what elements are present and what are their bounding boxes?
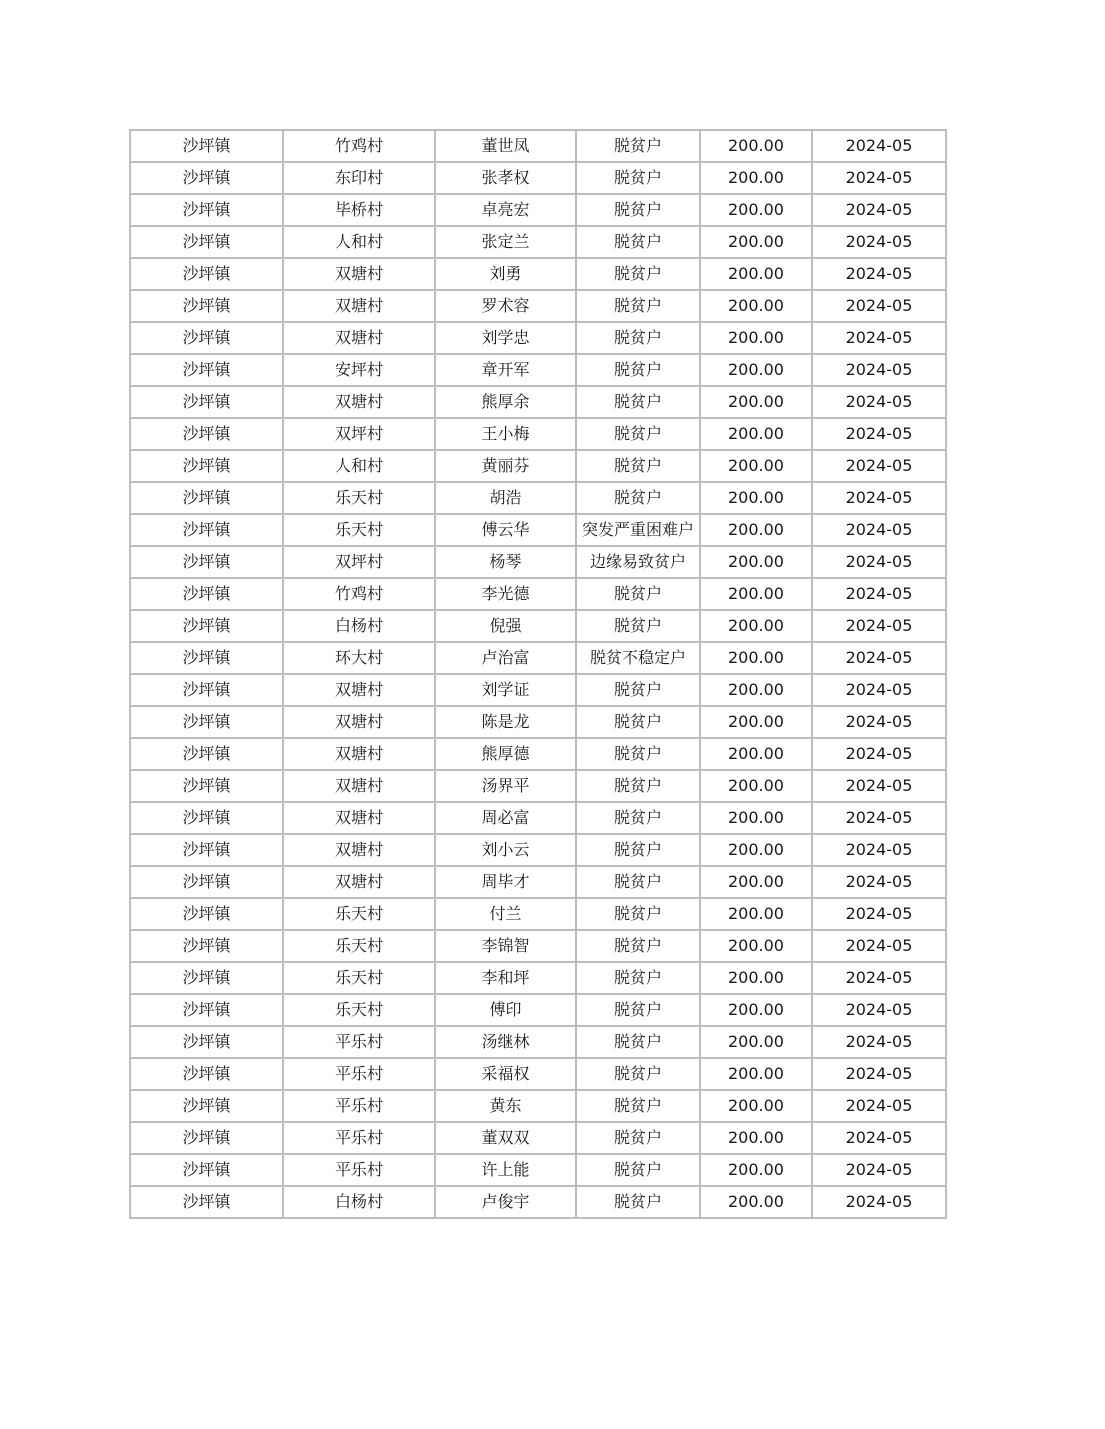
table-row (130, 578, 946, 610)
name-cell: 汤界平 (435, 770, 576, 802)
household-type-cell: 脱贫户 (576, 418, 700, 450)
name-cell: 胡浩 (435, 482, 576, 514)
table-body (130, 130, 946, 1218)
month-cell: 2024-05 (812, 610, 946, 642)
amount-cell: 200.00 (700, 738, 812, 770)
month-cell: 2024-05 (812, 482, 946, 514)
amount-cell: 200.00 (700, 674, 812, 706)
name-cell: 卓亮宏 (435, 194, 576, 226)
town-cell: 沙坪镇 (130, 674, 283, 706)
village-cell: 双塘村 (283, 386, 435, 418)
amount-cell: 200.00 (700, 610, 812, 642)
table-row (130, 546, 946, 578)
amount-cell: 200.00 (700, 130, 812, 162)
table-row (130, 322, 946, 354)
household-type-cell: 脱贫户 (576, 258, 700, 290)
name-cell: 董双双 (435, 1122, 576, 1154)
month-cell: 2024-05 (812, 450, 946, 482)
household-type-cell: 突发严重困难户 (576, 514, 700, 546)
amount-cell: 200.00 (700, 514, 812, 546)
name-cell: 章开军 (435, 354, 576, 386)
month-cell: 2024-05 (812, 578, 946, 610)
name-cell: 李光德 (435, 578, 576, 610)
village-cell: 乐天村 (283, 482, 435, 514)
household-type-cell: 脱贫户 (576, 130, 700, 162)
table-row (130, 898, 946, 930)
table-row (130, 354, 946, 386)
name-cell: 熊厚余 (435, 386, 576, 418)
name-cell: 张孝权 (435, 162, 576, 194)
table-row (130, 1026, 946, 1058)
town-cell: 沙坪镇 (130, 418, 283, 450)
amount-cell: 200.00 (700, 706, 812, 738)
name-cell: 李锦智 (435, 930, 576, 962)
household-type-cell: 脱贫户 (576, 1026, 700, 1058)
month-cell: 2024-05 (812, 1090, 946, 1122)
amount-cell: 200.00 (700, 418, 812, 450)
name-cell: 杨琴 (435, 546, 576, 578)
household-type-cell: 脱贫户 (576, 322, 700, 354)
village-cell: 乐天村 (283, 994, 435, 1026)
table-row (130, 226, 946, 258)
name-cell: 王小梅 (435, 418, 576, 450)
village-cell: 白杨村 (283, 1186, 435, 1218)
household-type-cell: 脱贫户 (576, 994, 700, 1026)
household-type-cell: 脱贫户 (576, 866, 700, 898)
month-cell: 2024-05 (812, 674, 946, 706)
village-cell: 人和村 (283, 450, 435, 482)
town-cell: 沙坪镇 (130, 642, 283, 674)
village-cell: 环大村 (283, 642, 435, 674)
table-row (130, 482, 946, 514)
household-type-cell: 脱贫户 (576, 482, 700, 514)
town-cell: 沙坪镇 (130, 1026, 283, 1058)
town-cell: 沙坪镇 (130, 738, 283, 770)
town-cell: 沙坪镇 (130, 866, 283, 898)
household-type-cell: 脱贫户 (576, 770, 700, 802)
household-type-cell: 脱贫户 (576, 354, 700, 386)
month-cell: 2024-05 (812, 738, 946, 770)
name-cell: 李和坪 (435, 962, 576, 994)
household-type-cell: 边缘易致贫户 (576, 546, 700, 578)
month-cell: 2024-05 (812, 386, 946, 418)
name-cell: 陈是龙 (435, 706, 576, 738)
amount-cell: 200.00 (700, 482, 812, 514)
amount-cell: 200.00 (700, 642, 812, 674)
amount-cell: 200.00 (700, 1026, 812, 1058)
table-row (130, 1122, 946, 1154)
name-cell: 汤继林 (435, 1026, 576, 1058)
household-type-cell: 脱贫户 (576, 834, 700, 866)
household-type-cell: 脱贫户 (576, 162, 700, 194)
town-cell: 沙坪镇 (130, 386, 283, 418)
village-cell: 乐天村 (283, 514, 435, 546)
table-row (130, 290, 946, 322)
town-cell: 沙坪镇 (130, 930, 283, 962)
table-row (130, 674, 946, 706)
name-cell: 黄东 (435, 1090, 576, 1122)
month-cell: 2024-05 (812, 1154, 946, 1186)
month-cell: 2024-05 (812, 546, 946, 578)
town-cell: 沙坪镇 (130, 258, 283, 290)
month-cell: 2024-05 (812, 706, 946, 738)
amount-cell: 200.00 (700, 226, 812, 258)
town-cell: 沙坪镇 (130, 802, 283, 834)
village-cell: 平乐村 (283, 1090, 435, 1122)
village-cell: 双坪村 (283, 418, 435, 450)
name-cell: 刘勇 (435, 258, 576, 290)
table-row (130, 450, 946, 482)
amount-cell: 200.00 (700, 1186, 812, 1218)
amount-cell: 200.00 (700, 898, 812, 930)
month-cell: 2024-05 (812, 418, 946, 450)
household-type-cell: 脱贫户 (576, 1090, 700, 1122)
month-cell: 2024-05 (812, 1186, 946, 1218)
month-cell: 2024-05 (812, 514, 946, 546)
table-row (130, 130, 946, 162)
household-type-cell: 脱贫户 (576, 898, 700, 930)
month-cell: 2024-05 (812, 866, 946, 898)
amount-cell: 200.00 (700, 994, 812, 1026)
household-type-cell: 脱贫户 (576, 1058, 700, 1090)
town-cell: 沙坪镇 (130, 130, 283, 162)
amount-cell: 200.00 (700, 962, 812, 994)
name-cell: 采福权 (435, 1058, 576, 1090)
table-row (130, 802, 946, 834)
table-row (130, 706, 946, 738)
village-cell: 平乐村 (283, 1154, 435, 1186)
month-cell: 2024-05 (812, 194, 946, 226)
month-cell: 2024-05 (812, 162, 946, 194)
table-row (130, 1186, 946, 1218)
amount-cell: 200.00 (700, 450, 812, 482)
town-cell: 沙坪镇 (130, 482, 283, 514)
name-cell: 付兰 (435, 898, 576, 930)
amount-cell: 200.00 (700, 866, 812, 898)
table-row (130, 194, 946, 226)
name-cell: 刘小云 (435, 834, 576, 866)
table-row (130, 162, 946, 194)
name-cell: 刘学证 (435, 674, 576, 706)
household-type-cell: 脱贫户 (576, 706, 700, 738)
amount-cell: 200.00 (700, 290, 812, 322)
table-row (130, 258, 946, 290)
table-row (130, 1090, 946, 1122)
town-cell: 沙坪镇 (130, 514, 283, 546)
name-cell: 周必富 (435, 802, 576, 834)
village-cell: 乐天村 (283, 930, 435, 962)
month-cell: 2024-05 (812, 898, 946, 930)
name-cell: 董世凤 (435, 130, 576, 162)
town-cell: 沙坪镇 (130, 898, 283, 930)
town-cell: 沙坪镇 (130, 226, 283, 258)
month-cell: 2024-05 (812, 1026, 946, 1058)
table-row (130, 514, 946, 546)
name-cell: 卢治富 (435, 642, 576, 674)
household-type-cell: 脱贫户 (576, 290, 700, 322)
amount-cell: 200.00 (700, 1122, 812, 1154)
village-cell: 双塘村 (283, 738, 435, 770)
town-cell: 沙坪镇 (130, 834, 283, 866)
name-cell: 卢俊宇 (435, 1186, 576, 1218)
village-cell: 竹鸡村 (283, 578, 435, 610)
village-cell: 毕桥村 (283, 194, 435, 226)
table-row (130, 642, 946, 674)
table-row (130, 1058, 946, 1090)
household-type-cell: 脱贫户 (576, 578, 700, 610)
name-cell: 倪强 (435, 610, 576, 642)
month-cell: 2024-05 (812, 130, 946, 162)
table-row (130, 994, 946, 1026)
name-cell: 许上能 (435, 1154, 576, 1186)
table-row (130, 738, 946, 770)
table-row (130, 930, 946, 962)
village-cell: 双坪村 (283, 546, 435, 578)
town-cell: 沙坪镇 (130, 706, 283, 738)
village-cell: 双塘村 (283, 834, 435, 866)
town-cell: 沙坪镇 (130, 962, 283, 994)
table-row (130, 770, 946, 802)
town-cell: 沙坪镇 (130, 162, 283, 194)
household-type-cell: 脱贫户 (576, 802, 700, 834)
village-cell: 白杨村 (283, 610, 435, 642)
village-cell: 平乐村 (283, 1122, 435, 1154)
name-cell: 熊厚德 (435, 738, 576, 770)
town-cell: 沙坪镇 (130, 322, 283, 354)
household-type-cell: 脱贫户 (576, 674, 700, 706)
town-cell: 沙坪镇 (130, 194, 283, 226)
amount-cell: 200.00 (700, 770, 812, 802)
amount-cell: 200.00 (700, 386, 812, 418)
household-type-cell: 脱贫户 (576, 450, 700, 482)
household-type-cell: 脱贫户 (576, 610, 700, 642)
household-type-cell: 脱贫户 (576, 194, 700, 226)
town-cell: 沙坪镇 (130, 578, 283, 610)
village-cell: 人和村 (283, 226, 435, 258)
household-type-cell: 脱贫户 (576, 226, 700, 258)
name-cell: 刘学忠 (435, 322, 576, 354)
month-cell: 2024-05 (812, 226, 946, 258)
town-cell: 沙坪镇 (130, 1154, 283, 1186)
household-type-cell: 脱贫户 (576, 1154, 700, 1186)
village-cell: 双塘村 (283, 802, 435, 834)
amount-cell: 200.00 (700, 930, 812, 962)
household-type-cell: 脱贫户 (576, 1122, 700, 1154)
village-cell: 乐天村 (283, 898, 435, 930)
village-cell: 安坪村 (283, 354, 435, 386)
month-cell: 2024-05 (812, 802, 946, 834)
month-cell: 2024-05 (812, 322, 946, 354)
amount-cell: 200.00 (700, 162, 812, 194)
month-cell: 2024-05 (812, 354, 946, 386)
town-cell: 沙坪镇 (130, 450, 283, 482)
month-cell: 2024-05 (812, 1058, 946, 1090)
village-cell: 竹鸡村 (283, 130, 435, 162)
table-row (130, 834, 946, 866)
town-cell: 沙坪镇 (130, 1090, 283, 1122)
village-cell: 双塘村 (283, 290, 435, 322)
village-cell: 双塘村 (283, 866, 435, 898)
amount-cell: 200.00 (700, 578, 812, 610)
town-cell: 沙坪镇 (130, 1058, 283, 1090)
household-type-cell: 脱贫户 (576, 930, 700, 962)
village-cell: 东印村 (283, 162, 435, 194)
household-type-cell: 脱贫户 (576, 738, 700, 770)
table-row (130, 610, 946, 642)
amount-cell: 200.00 (700, 258, 812, 290)
town-cell: 沙坪镇 (130, 546, 283, 578)
month-cell: 2024-05 (812, 258, 946, 290)
table-row (130, 1154, 946, 1186)
town-cell: 沙坪镇 (130, 290, 283, 322)
month-cell: 2024-05 (812, 290, 946, 322)
village-cell: 平乐村 (283, 1026, 435, 1058)
month-cell: 2024-05 (812, 642, 946, 674)
month-cell: 2024-05 (812, 770, 946, 802)
town-cell: 沙坪镇 (130, 770, 283, 802)
month-cell: 2024-05 (812, 962, 946, 994)
amount-cell: 200.00 (700, 354, 812, 386)
amount-cell: 200.00 (700, 1058, 812, 1090)
household-type-cell: 脱贫户 (576, 962, 700, 994)
amount-cell: 200.00 (700, 1154, 812, 1186)
table-row (130, 962, 946, 994)
amount-cell: 200.00 (700, 802, 812, 834)
subsidy-table (129, 129, 947, 1219)
month-cell: 2024-05 (812, 834, 946, 866)
month-cell: 2024-05 (812, 930, 946, 962)
amount-cell: 200.00 (700, 322, 812, 354)
table-row (130, 866, 946, 898)
table-row (130, 418, 946, 450)
amount-cell: 200.00 (700, 194, 812, 226)
village-cell: 平乐村 (283, 1058, 435, 1090)
name-cell: 周毕才 (435, 866, 576, 898)
town-cell: 沙坪镇 (130, 994, 283, 1026)
amount-cell: 200.00 (700, 834, 812, 866)
amount-cell: 200.00 (700, 1090, 812, 1122)
household-type-cell: 脱贫户 (576, 1186, 700, 1218)
name-cell: 黄丽芬 (435, 450, 576, 482)
town-cell: 沙坪镇 (130, 1122, 283, 1154)
town-cell: 沙坪镇 (130, 1186, 283, 1218)
table-row (130, 386, 946, 418)
name-cell: 罗术容 (435, 290, 576, 322)
name-cell: 傅印 (435, 994, 576, 1026)
amount-cell: 200.00 (700, 546, 812, 578)
town-cell: 沙坪镇 (130, 354, 283, 386)
village-cell: 双塘村 (283, 706, 435, 738)
month-cell: 2024-05 (812, 994, 946, 1026)
village-cell: 乐天村 (283, 962, 435, 994)
name-cell: 傅云华 (435, 514, 576, 546)
household-type-cell: 脱贫不稳定户 (576, 642, 700, 674)
name-cell: 张定兰 (435, 226, 576, 258)
village-cell: 双塘村 (283, 258, 435, 290)
village-cell: 双塘村 (283, 322, 435, 354)
household-type-cell: 脱贫户 (576, 386, 700, 418)
village-cell: 双塘村 (283, 674, 435, 706)
town-cell: 沙坪镇 (130, 610, 283, 642)
month-cell: 2024-05 (812, 1122, 946, 1154)
village-cell: 双塘村 (283, 770, 435, 802)
